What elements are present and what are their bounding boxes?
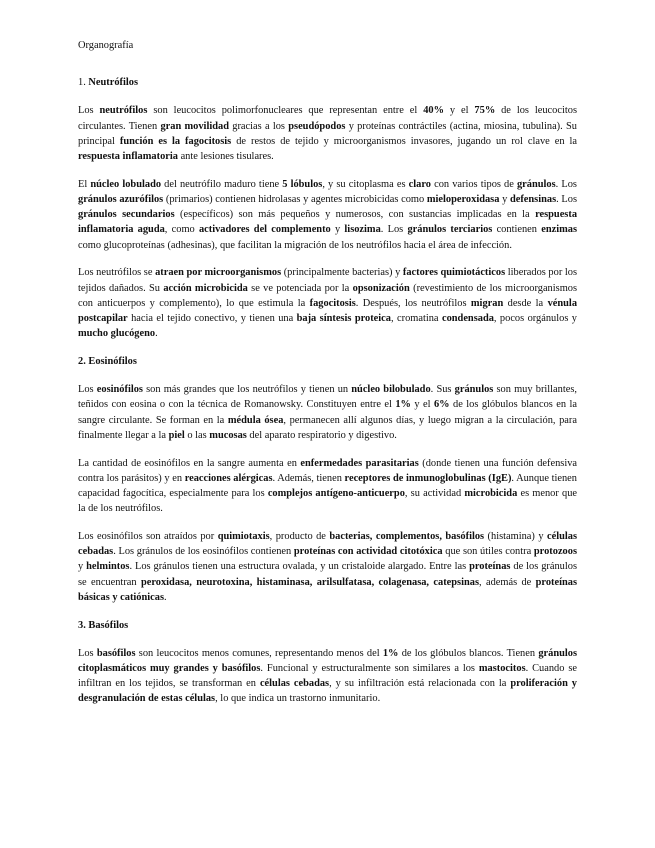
bold-term: gránulos: [516, 178, 556, 190]
bold-term: protozoos: [533, 546, 577, 558]
bold-term: núcleo bilobulado: [351, 384, 431, 396]
bold-term: opsonización: [352, 282, 410, 294]
bold-term: mieloperoxidasa: [426, 194, 500, 206]
section-heading-text: Neutrófilos: [88, 77, 139, 89]
bold-term: gránulos secundarios: [78, 209, 175, 221]
bold-term: neutrófilos: [99, 105, 148, 117]
bold-term: migran: [470, 297, 504, 309]
paragraph: Los eosinófilos son atraídos por quimiotaxis, producto de bacterias, complementos, basófilos (histamina) y células cebadas. Los gránulos de los eosinófilos contienen proteínas con actividad citotóxica que son útiles contra protozoos y helmintos. Los gránulos tienen una estructura ovalada, y un cristaloide alargado. Entre las proteínas de los gránulos se encuentran peroxidasa, neurotoxina, histaminasa, arilsulfatasa, colagenasa, catepsinas, además de proteínas básicas y catiónicas.: [78, 531, 577, 603]
document-title: Organografía: [78, 40, 134, 51]
bold-term: microbicida: [464, 488, 518, 500]
bold-term: bacterias, complementos, basófilos: [329, 531, 485, 543]
bold-term: peroxidasa, neurotoxina, histaminasa, arilsulfatasa, colagenasa, catepsinas: [140, 576, 479, 588]
bold-term: basófilos: [96, 647, 136, 659]
bold-term: eosinófilos: [96, 384, 143, 396]
bold-term: 6%: [433, 399, 450, 411]
paragraph: El núcleo lobulado del neutrófilo maduro tiene 5 lóbulos, y su citoplasma es claro con varios tipos de gránulos. Los gránulos azurófilos (primarios) contienen hidrolasas y agentes microbicidas como mieloperoxidasa y defensinas. Los gránulos secundarios (específicos) son más pequeños y numerosos, con sustancias implicadas en la respuesta inflamatoria aguda, como activadores del complemento y lisozima. Los gránulos terciarios contienen enzimas como glucoproteínas (adhesinas), que facilitan la migración de los neutrófilos hacia el área de infección.: [78, 178, 578, 251]
bold-term: gránulos azurófilos: [78, 194, 164, 206]
bold-term: proteínas básicas y catiónicas: [78, 576, 577, 603]
bold-term: 40%: [423, 105, 444, 117]
bold-term: gránulos terciarios: [407, 224, 493, 236]
bold-term: núcleo lobulado: [90, 178, 162, 190]
bold-term: quimiotaxis: [217, 531, 270, 543]
bold-term: condensada: [441, 313, 494, 325]
bold-term: gránulos citoplasmáticos muy grandes y basófilos: [78, 647, 577, 675]
bold-term: células cebadas: [259, 678, 330, 690]
bold-term: atraen por microorganismos: [155, 267, 282, 279]
section-number: 1.: [78, 77, 89, 89]
bold-term: proteínas: [469, 561, 511, 573]
document-body: [78, 75, 577, 706]
paragraph: La cantidad de eosinófilos en la sangre aumenta en enfermedades parasitarias (donde tienen una función defensiva contra los parásitos) y en reacciones alérgicas. Además, tienen receptores de inmunoglobulinas (IgE). Aunque tienen capacidad fagocítica, especialmente para los complejos antígeno-anticuerpo, su actividad microbicida es menor que la de los neutrófilos.: [78, 457, 578, 515]
section-heading: [78, 354, 577, 369]
bold-term: mastocitos: [478, 663, 526, 675]
bold-term: activadores del complemento: [198, 224, 331, 236]
bold-term: helmintos: [86, 561, 130, 573]
section-heading-text: 2. Eosinófilos: [78, 356, 137, 368]
bold-term: factores quimiotácticos: [402, 267, 506, 279]
paragraph: Los neutrófilos se atraen por microorganismos (principalmente bacterias) y factores quimiotácticos liberados por los tejidos dañados. Su acción microbicida se ve potenciada por la opsonización (revestimiento de los microorganismos con anticuerpos y complemento), lo que estimula la fagocitosis. Después, los neutrófilos migran desde la vénula postcapilar hacia el tejido conectivo, y tienen una baja síntesis proteica, cromatina condensada, pocos orgánulos y mucho glucógeno.: [78, 267, 578, 340]
bold-term: mucho glucógeno: [78, 328, 156, 340]
paragraph: Los neutrófilos son leucocitos polimorfonucleares que representan entre el 40% y el 75% de los leucocitos circulantes. Tienen gran movilidad gracias a los pseudópodos y proteínas contráctiles (actina, miosina, tubulina). Su principal función es la fagocitosis de restos de tejido y microorganismos invasores, jugando un rol clave en la respuesta inflamatoria ante lesiones tisulares.: [78, 105, 578, 163]
section-heading: [78, 618, 577, 633]
bold-term: defensinas: [509, 194, 557, 206]
section-heading-text: 3. Basófilos: [78, 619, 129, 631]
bold-term: 1%: [395, 399, 411, 411]
paragraph: Los basófilos son leucocitos menos comunes, representando menos del 1% de los glóbulos blancos. Tienen gránulos citoplasmáticos muy grandes y basófilos. Funcional y estructuralmente son similares a los mastocitos. Cuando se infiltran en los tejidos, se transforman en células cebadas, y su infiltración está relacionada con la proliferación y desgranulación de estas células, lo que indica un trastorno inmunitario.: [78, 647, 577, 705]
bold-term: lisozima: [344, 224, 381, 236]
bold-term: acción microbicida: [163, 282, 248, 294]
bold-term: gránulos: [454, 384, 494, 396]
bold-term: enzimas: [541, 224, 577, 236]
paragraph: Los eosinófilos son más grandes que los neutrófilos y tienen un núcleo bilobulado. Sus gránulos son muy brillantes, teñidos con eosina o con la técnica de Romanowsky. Constituyen entre el 1% y el 6% de los glóbulos blancos en la sangre circulante. Se forman en la médula ósea, permanecen allí algunos días, y luego migran a la circulación, para finalmente llegar a la piel o las mucosas del aparato respiratorio y digestivo.: [78, 384, 578, 441]
bold-term: gran movilidad: [160, 120, 229, 132]
bold-term: pseudópodos: [288, 120, 346, 132]
bold-term: 1%: [382, 647, 399, 659]
bold-term: respuesta inflamatoria aguda: [78, 209, 578, 236]
bold-term: respuesta inflamatoria: [78, 151, 178, 163]
bold-term: proliferación y desgranulación de estas células: [78, 678, 577, 705]
bold-term: médula ósea: [227, 414, 284, 426]
bold-term: complejos antígeno-anticuerpo: [267, 488, 405, 500]
bold-term: piel: [168, 429, 185, 441]
bold-term: claro: [408, 178, 431, 190]
bold-term: reacciones alérgicas: [184, 472, 273, 484]
bold-term: baja síntesis proteica: [296, 313, 391, 325]
bold-term: mucosas: [209, 429, 247, 441]
bold-term: función es la fagocitosis: [119, 135, 232, 147]
bold-term: 5 lóbulos: [282, 178, 323, 190]
bold-term: enfermedades parasitarias: [300, 457, 419, 469]
bold-term: receptores de inmunoglobulinas (IgE): [344, 472, 512, 484]
bold-term: vénula postcapilar: [78, 297, 578, 325]
bold-term: 75%: [474, 105, 496, 117]
bold-term: fagocitosis: [309, 297, 356, 309]
section-heading: [78, 75, 577, 90]
bold-term: proteínas con actividad citotóxica: [293, 546, 443, 558]
bold-term: células cebadas: [78, 531, 577, 558]
